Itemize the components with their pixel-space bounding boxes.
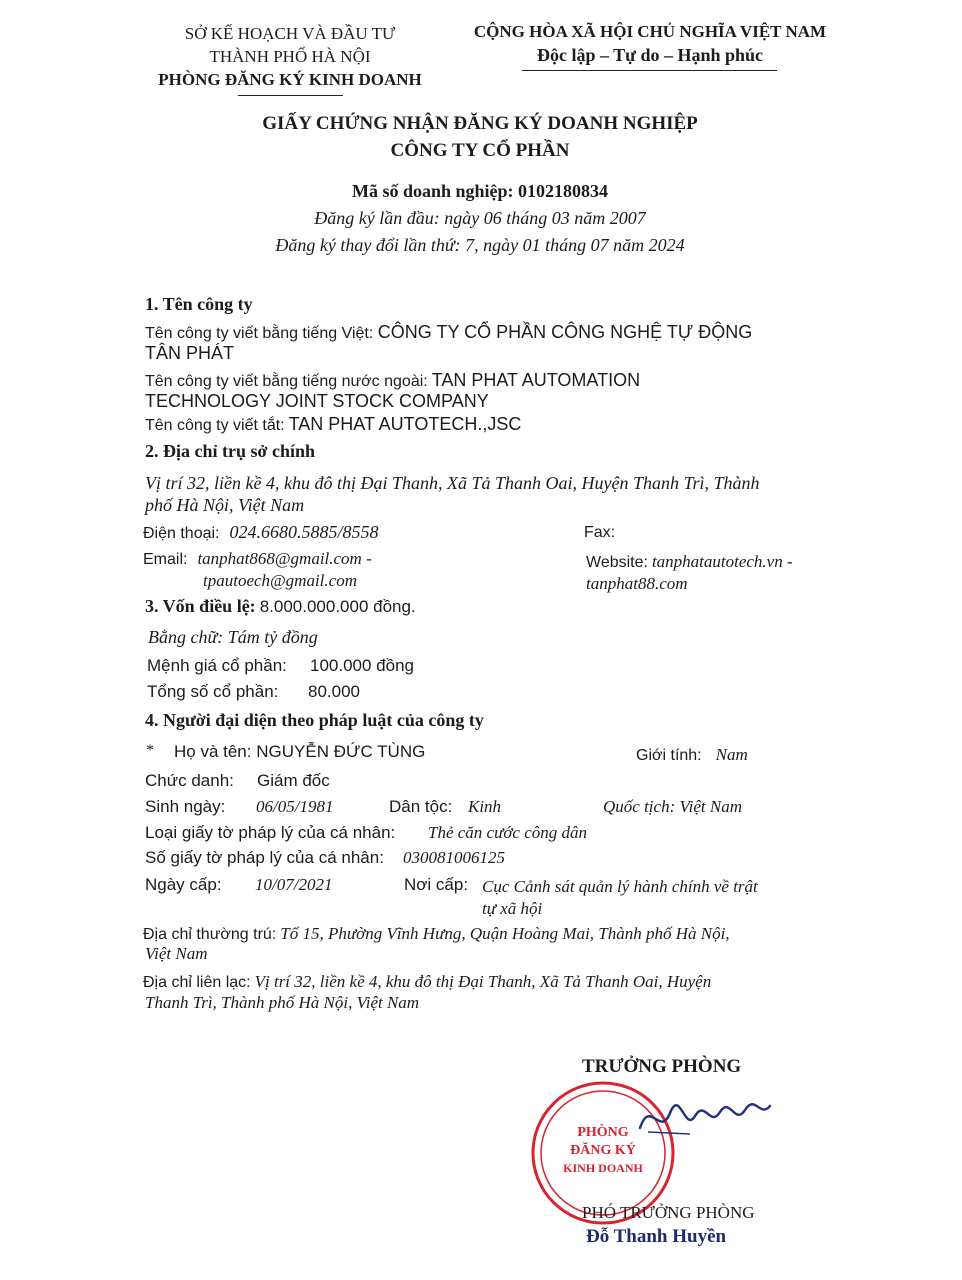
capital-value: 8.000.000.000 đồng. <box>259 597 416 616</box>
nationality-row <box>603 797 742 817</box>
email-label: Email: <box>143 551 188 568</box>
header-left-underline <box>238 95 343 96</box>
id-number-label: Số giấy tờ pháp lý của cá nhân: <box>145 848 384 867</box>
section1-heading: 1. Tên công ty <box>145 294 253 314</box>
capital-row <box>145 596 416 617</box>
doc-title: GIẤY CHỨNG NHẬN ĐĂNG KÝ DOANH NGHIỆP <box>262 113 698 134</box>
company-name-vn-label: Tên công ty viết bằng tiếng Việt: <box>145 325 374 342</box>
email-value: tanphat868@gmail.com - <box>197 549 372 568</box>
company-name-foreign-row <box>145 370 640 391</box>
id-number-value: 030081006125 <box>403 848 505 867</box>
issue-date-value: 10/07/2021 <box>255 875 333 894</box>
head-office-address-line2: phố Hà Nội, Việt Nam <box>145 495 305 515</box>
company-name-vn-value: CÔNG TY CỔ PHẦN CÔNG NGHỆ TỰ ĐỘNG <box>377 322 753 342</box>
contact-address-value: Vị trí 32, liền kề 4, khu đô thị Đại Thanh, Xã Tả Thanh Oai, Huyện <box>254 972 712 991</box>
phone-row <box>143 522 379 543</box>
representative-name-value: NGUYỄN ĐỨC TÙNG <box>256 742 426 761</box>
fax-label: Fax: <box>584 524 616 541</box>
website-row <box>586 552 793 572</box>
first-registration: Đăng ký lần đầu: ngày 06 tháng 03 năm 2007 <box>314 208 646 228</box>
gender-value: Nam <box>715 745 748 764</box>
website-value-cont: tanphat88.com <box>586 574 688 593</box>
issue-place-value-cont: tự xã hội <box>482 899 543 918</box>
doc-subtitle: CÔNG TY CỔ PHẦN <box>390 140 570 161</box>
website-value: tanphatautotech.vn - <box>651 552 793 571</box>
change-registration: Đăng ký thay đổi lần thứ: 7, ngày 01 tháng 07 năm 2024 <box>275 235 685 255</box>
capital-words-label: Bằng chữ: <box>148 627 224 647</box>
header-right-line2: Độc lập – Tự do – Hạnh phúc <box>536 45 764 65</box>
total-shares-value: 80.000 <box>308 682 360 701</box>
gender-row <box>636 745 748 765</box>
stamp-text-line2: ĐĂNG KÝ <box>570 1143 636 1158</box>
company-name-foreign-value-cont: TECHNOLOGY JOINT STOCK COMPANY <box>145 391 489 411</box>
id-type-label: Loại giấy tờ pháp lý của cá nhân: <box>145 823 396 842</box>
capital-words-value: Tám tỷ đồng <box>227 627 318 647</box>
signature-underline <box>648 1132 690 1134</box>
head-office-address-line1: Vị trí 32, liền kề 4, khu đô thị Đại Thanh, Xã Tả Thanh Oai, Huyện Thanh Trì, Thành <box>145 473 760 493</box>
company-name-vn-value-cont: TÂN PHÁT <box>145 343 235 363</box>
par-value: 100.000 đồng <box>310 656 414 675</box>
signer-name: Đỗ Thanh Huyền <box>586 1226 727 1247</box>
par-value-label: Mệnh giá cổ phần: <box>147 656 287 675</box>
position-label: Chức danh: <box>145 771 234 790</box>
issue-date-label: Ngày cấp: <box>145 875 222 894</box>
permanent-address-value-cont: Việt Nam <box>145 944 208 963</box>
header-right-underline <box>522 70 777 71</box>
issue-place-value: Cục Cảnh sát quản lý hành chính về trật <box>482 877 758 896</box>
nationality-label: Quốc tịch: <box>603 797 676 816</box>
capital-words-row <box>148 627 318 648</box>
issue-place-label: Nơi cấp: <box>404 875 469 894</box>
company-name-short-row <box>145 414 521 435</box>
total-shares-label: Tổng số cổ phần: <box>147 682 279 701</box>
header-left-line2: THÀNH PHỐ HÀ NỘI <box>209 47 371 66</box>
company-name-short-value: TAN PHAT AUTOTECH.,JSC <box>288 414 522 434</box>
position-value: Giám đốc <box>257 771 330 790</box>
permanent-address-row <box>143 924 730 944</box>
company-name-vn-row <box>145 322 752 343</box>
contact-address-value-cont: Thanh Trì, Thành phố Hà Nội, Việt Nam <box>145 993 420 1012</box>
company-name-foreign-label: Tên công ty viết bằng tiếng nước ngoài: <box>145 373 428 390</box>
contact-address-label: Địa chỉ liên lạc: <box>143 974 251 991</box>
ethnicity-label: Dân tộc: <box>389 797 453 816</box>
email-row <box>143 549 372 569</box>
handwritten-signature <box>630 1088 780 1148</box>
ethnicity-value: Kinh <box>468 797 502 816</box>
section2-heading: 2. Địa chỉ trụ sở chính <box>145 441 315 461</box>
company-name-short-label: Tên công ty viết tắt: <box>145 417 285 434</box>
header-left-line3: PHÒNG ĐĂNG KÝ KINH DOANH <box>158 70 422 89</box>
email-value-cont: tpautoech@gmail.com <box>203 571 357 590</box>
permanent-address-label: Địa chỉ thường trú: <box>143 926 277 943</box>
section3-heading: 3. Vốn điều lệ: <box>145 596 256 616</box>
company-name-foreign-value: TAN PHAT AUTOMATION <box>431 370 641 390</box>
nationality-value: Việt Nam <box>679 797 742 816</box>
stamp-text-line1: PHÒNG <box>577 1125 629 1140</box>
gender-label: Giới tính: <box>636 747 702 764</box>
contact-address-row <box>143 972 711 992</box>
website-label: Website: <box>586 554 648 571</box>
representative-name-row <box>174 742 425 762</box>
header-left-line1: SỞ KẾ HOẠCH VÀ ĐẦU TƯ <box>184 24 396 43</box>
phone-value: 024.6680.5885/8558 <box>229 522 379 542</box>
phone-label: Điện thoại: <box>143 525 220 542</box>
signer-position: TRƯỞNG PHÒNG <box>582 1056 742 1077</box>
bullet-mark: * <box>146 742 154 759</box>
section4-heading: 4. Người đại diện theo pháp luật của công ty <box>145 710 484 730</box>
deputy-position: PHÓ TRƯỞNG PHÒNG <box>582 1203 755 1222</box>
header-right-line1: CỘNG HÒA XÃ HỘI CHỦ NGHĨA VIỆT NAM <box>473 22 827 41</box>
dob-value: 06/05/1981 <box>256 797 334 816</box>
dob-label: Sinh ngày: <box>145 797 226 816</box>
representative-name-label: Họ và tên: <box>174 742 252 761</box>
permanent-address-value: Tổ 15, Phường Vĩnh Hưng, Quận Hoàng Mai, Thành phố Hà Nội, <box>280 924 730 943</box>
signature-stroke <box>640 1104 770 1128</box>
enterprise-code: Mã số doanh nghiệp: 0102180834 <box>351 181 609 201</box>
stamp-text-line3: KINH DOANH <box>563 1161 643 1175</box>
id-type-value: Thẻ căn cước công dân <box>428 823 588 842</box>
